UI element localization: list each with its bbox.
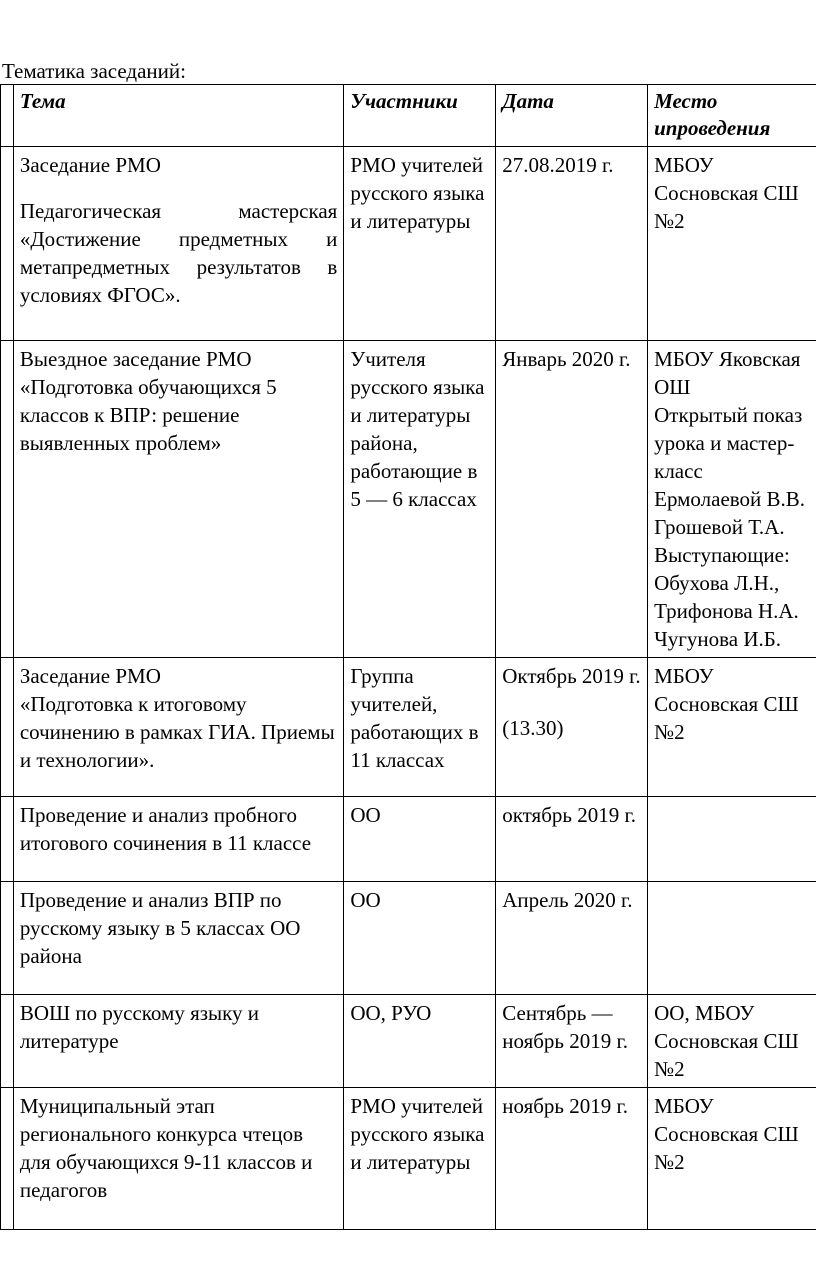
time-text: (13.30) xyxy=(502,716,564,740)
topic-title: Заседание РМО xyxy=(19,153,161,177)
date-cell: 27.08.2019 г. xyxy=(496,147,648,341)
row-number-cell xyxy=(1,882,14,995)
topic-cell: Проведение и анализ ВПР по русскому языку в 5 классах ОО района xyxy=(13,882,344,995)
date-column-header: Дата xyxy=(496,85,648,147)
place-cell: МБОУ Сосновская СШ №2 xyxy=(648,1088,816,1230)
place-cell xyxy=(648,797,816,882)
topic-text: Педагогическая мастерская «Достижение предметных и метапредметных результатов в условиях ФГОС». xyxy=(19,199,338,307)
meetings-table xyxy=(0,84,816,1230)
place-cell: ОО, МБОУ Сосновская СШ №2 xyxy=(648,995,816,1088)
participants-cell: ОО xyxy=(344,797,496,882)
row-number-cell xyxy=(1,341,14,658)
table-row xyxy=(1,147,816,341)
participants-cell: Учителя русского языка и литературы района, работающие в 5 — 6 классах xyxy=(344,341,496,658)
topic-cell: Заседание РМО «Подготовка к итоговому сочинению в рамках ГИА. Приемы и технологии». xyxy=(13,658,344,797)
table-row xyxy=(1,658,816,797)
participants-column-header: Участники xyxy=(344,85,496,147)
page-title: Тематика заседаний: xyxy=(2,59,186,83)
table-row xyxy=(1,995,816,1088)
date-cell: Январь 2020 г. xyxy=(496,341,648,658)
date-text: Октябрь 2019 г. xyxy=(502,664,641,688)
date-cell: Сентябрь — ноябрь 2019 г. xyxy=(496,995,648,1088)
participants-cell: ОО xyxy=(344,882,496,995)
topic-column-header: Тема xyxy=(13,85,344,147)
participants-cell: РМО учителей русского языка и литературы xyxy=(344,1088,496,1230)
row-number-cell xyxy=(1,995,14,1088)
topic-cell: Выездное заседание РМО «Подготовка обучающихся 5 классов к ВПР: решение выявленных проблем» xyxy=(13,341,344,658)
date-cell: ноябрь 2019 г. xyxy=(496,1088,648,1230)
row-number-cell xyxy=(1,147,14,341)
table-header-row xyxy=(1,85,816,147)
date-cell: октябрь 2019 г. xyxy=(496,797,648,882)
topic-cell xyxy=(13,147,344,341)
table-row xyxy=(1,1088,816,1230)
participants-cell: ОО, РУО xyxy=(344,995,496,1088)
place-cell: МБОУ Яковская ОШ Открытый показ урока и мастер- класс Ермолаевой В.В. Грошевой Т.А. Выступающие: Обухова Л.Н., Трифонова Н.А. Чугунова И.Б. xyxy=(648,341,816,658)
participants-cell: Группа учителей, работающих в 11 классах xyxy=(344,658,496,797)
table-row xyxy=(1,797,816,882)
row-number-cell xyxy=(1,1088,14,1230)
participants-cell: РМО учителей русского языка и литературы xyxy=(344,147,496,341)
place-cell: МБОУ Сосновская СШ №2 xyxy=(648,658,816,797)
place-cell: МБОУ Сосновская СШ №2 xyxy=(648,147,816,341)
row-number-cell xyxy=(1,797,14,882)
date-cell xyxy=(496,658,648,797)
table-row xyxy=(1,341,816,658)
topic-cell: Проведение и анализ пробного итогового сочинения в 11 классе xyxy=(13,797,344,882)
date-cell: Апрель 2020 г. xyxy=(496,882,648,995)
place-cell xyxy=(648,882,816,995)
topic-cell: Муниципальный этап регионального конкурса чтецов для обучающихся 9-11 классов и педагогов xyxy=(13,1088,344,1230)
row-number-cell xyxy=(1,658,14,797)
number-column-header xyxy=(1,85,14,147)
topic-cell: ВОШ по русскому языку и литературе xyxy=(13,995,344,1088)
place-column-header: Место ипроведения xyxy=(648,85,816,147)
table-row xyxy=(1,882,816,995)
